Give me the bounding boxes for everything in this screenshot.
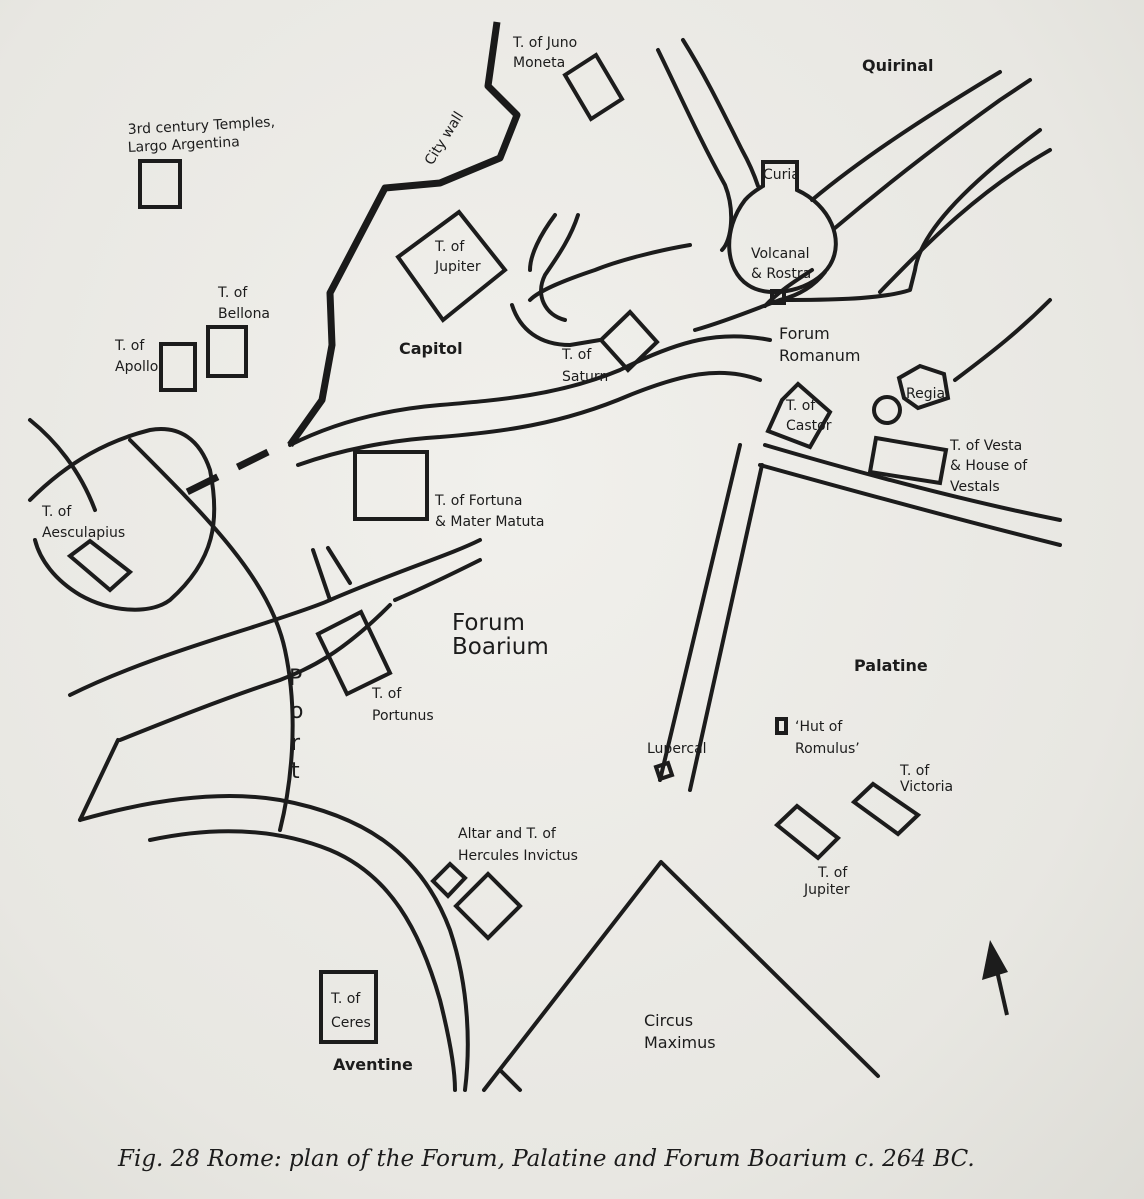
road-clivus-1: [530, 215, 555, 270]
label-apollo-1: T. of: [115, 338, 145, 354]
label-victoria-2: Victoria: [900, 779, 954, 795]
altar-hercules: [433, 864, 465, 896]
label-quirinal: Quirinal: [862, 56, 934, 75]
label-curia: Curia: [763, 167, 800, 183]
road-clivus-2: [541, 215, 578, 320]
label-forum-boarium-1: Forum: [452, 610, 525, 636]
label-vesta-1: T. of Vesta: [950, 438, 1023, 454]
label-capitol: Capitol: [399, 339, 463, 358]
label-apollo-2: Apollo: [115, 359, 159, 375]
road-aventine-south: [500, 1070, 520, 1090]
label-saturn-2: Saturn: [562, 369, 609, 385]
north-arrow-icon: [982, 940, 1008, 1015]
label-city-wall: City wall: [421, 109, 468, 169]
temple-castor: [768, 384, 830, 447]
road-boarium-east-2: [395, 560, 480, 600]
temple-saturn: [601, 312, 657, 370]
label-port-1: P: [289, 666, 303, 691]
temple-jupiter-palatine: [777, 806, 838, 858]
label-largo-2: Largo Argentina: [127, 134, 241, 156]
label-bellona-2: Bellona: [218, 306, 271, 322]
label-forum-romanum-1: Forum: [779, 324, 830, 343]
road-regia-east: [955, 300, 1050, 380]
label-hercules-1: Altar and T. of: [458, 826, 556, 842]
road-quirinal-right: [683, 40, 758, 186]
label-saturn-1: T. of: [562, 347, 592, 363]
label-jupiter-pal-2: Jupiter: [804, 882, 850, 898]
hut-of-romulus: [777, 719, 786, 733]
label-jupiter-cap-1: T. of: [435, 239, 465, 255]
figure-caption: Fig. 28 Rome: plan of the Forum, Palatine and Forum Boarium c. 264 BC.: [118, 1146, 975, 1172]
temple-juno-moneta: [565, 55, 622, 119]
label-volcanal-2: & Rostra: [751, 266, 812, 282]
label-volcanal-1: Volcanal: [751, 246, 810, 262]
road-forum-south-upper: [765, 445, 1060, 520]
label-castor-1: T. of: [786, 398, 816, 414]
roads: [30, 40, 1060, 1090]
road-stub-1: [313, 550, 330, 600]
road-aventine-curve-inner: [150, 831, 455, 1090]
temple-hercules-invictus: [456, 874, 520, 938]
label-forum-boarium-2: Boarium: [452, 634, 549, 660]
label-juno-1: T. of Juno: [513, 35, 578, 51]
temple-portunus: [318, 612, 390, 694]
city-wall-line: [290, 22, 517, 445]
tiber-bank-east: [130, 440, 293, 830]
temple-ceres: [321, 972, 376, 1042]
temple-aesculapius: [70, 541, 130, 590]
temple-fortuna-mater-matuta: [355, 452, 427, 519]
label-bellona-1: T. of: [218, 285, 248, 301]
temple-vesta-round: [874, 397, 900, 423]
label-portunus-2: Portunus: [372, 708, 434, 724]
label-circus-2: Maximus: [644, 1033, 716, 1052]
label-forum-romanum-2: Romanum: [779, 346, 861, 365]
label-vesta-2: & House of: [950, 458, 1028, 474]
road-aventine-curve-outer: [80, 796, 468, 1090]
label-jupiter-pal-1: T. of: [818, 865, 848, 881]
label-ceres-2: Ceres: [331, 1015, 371, 1031]
road-stub-2: [328, 548, 350, 583]
label-aesculapius-2: Aesculapius: [42, 525, 126, 541]
tiber-bank-west: [30, 420, 95, 510]
label-jupiter-cap-2: Jupiter: [435, 259, 481, 275]
label-fortuna-2: & Mater Matuta: [435, 514, 545, 530]
label-circus-1: Circus: [644, 1011, 694, 1030]
label-vesta-3: Vestals: [950, 479, 1000, 495]
label-hut-1: ‘Hut of: [795, 719, 843, 735]
label-fortuna-1: T. of Fortuna: [435, 493, 523, 509]
label-aesculapius-1: T. of: [42, 504, 72, 520]
label-palatine: Palatine: [854, 656, 928, 675]
label-juno-2: Moneta: [513, 55, 566, 71]
temple-bellona: [208, 327, 246, 376]
road-clivus-3: [530, 245, 690, 300]
temple-apollo: [161, 344, 195, 390]
label-aventine: Aventine: [333, 1055, 413, 1074]
label-port-4: t: [291, 759, 300, 784]
city-wall-dashed: [185, 452, 268, 493]
label-port-2: o: [290, 699, 304, 724]
road-quirinal-left: [658, 50, 731, 250]
road-northeast-lower: [835, 80, 1030, 228]
label-ceres-1: T. of: [331, 991, 361, 1007]
road-aventine-sw: [80, 740, 118, 820]
label-hut-2: Romulus’: [795, 741, 860, 757]
label-victoria-1: T. of: [900, 763, 930, 779]
label-regia: Regia: [906, 386, 946, 402]
volcanal: [772, 291, 784, 303]
label-castor-2: Castor: [786, 418, 832, 434]
road-capitol-south-upper: [290, 336, 770, 445]
label-port-3: r: [291, 731, 301, 756]
buildings: [70, 55, 948, 1090]
road-northeast-upper: [812, 72, 1000, 200]
label-hercules-2: Hercules Invictus: [458, 848, 578, 864]
label-portunus-1: T. of: [372, 686, 402, 702]
label-lupercal: Lupercal: [647, 741, 707, 757]
road-clivus-4: [512, 305, 600, 345]
label-largo-1: 3rd century Temples,: [127, 114, 276, 138]
temples-largo-argentina: [140, 161, 180, 207]
